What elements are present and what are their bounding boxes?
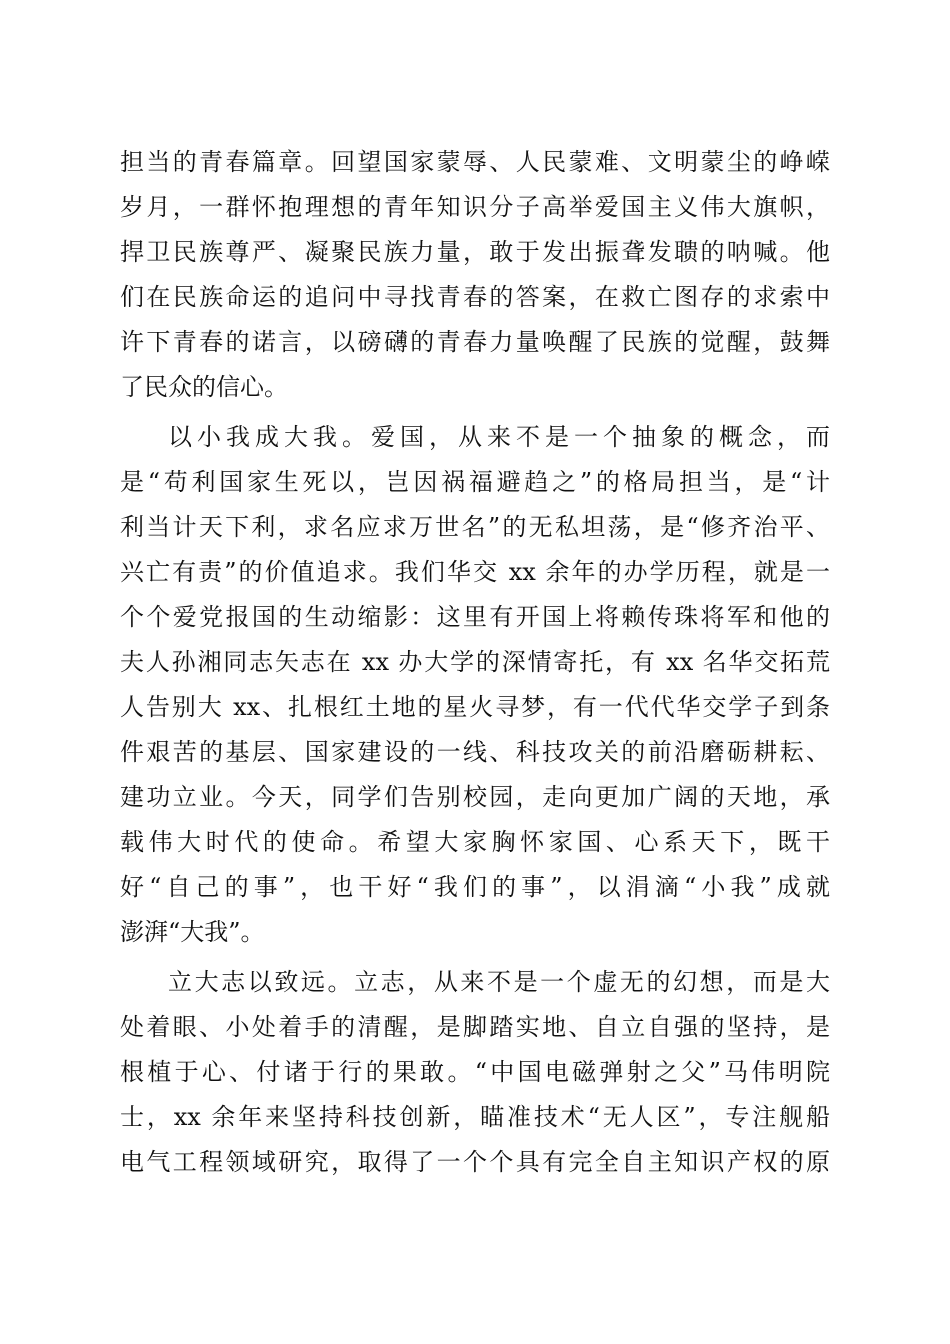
text-line: 人告别大 xx、扎根红土地的星火寻梦，有一代代华交学子到条 <box>120 693 830 721</box>
text-line: 兴亡有责”的价值追求。我们华交 xx 余年的办学历程，就是一 <box>120 558 830 586</box>
text-line: 许下青春的诺言，以磅礴的青春力量唤醒了民族的觉醒，鼓舞 <box>120 328 830 356</box>
text-line: 根植于心、付诸于行的果敢。“中国电磁弹射之父”马伟明院 <box>120 1058 830 1086</box>
text-line: 件艰苦的基层、国家建设的一线、科技攻关的前沿磨砺耕耘、 <box>120 738 830 766</box>
text-line: 立大志以致远。立志，从来不是一个虚无的幻想，而是大 <box>168 968 830 996</box>
text-line: 是“苟利国家生死以，岂因祸福避趋之”的格局担当，是“计 <box>120 468 830 496</box>
text-line: 了民众的信心。 <box>120 373 288 401</box>
text-line: 夫人孙湘同志矢志在 xx 办大学的深情寄托，有 xx 名华交拓荒 <box>120 648 830 676</box>
text-line: 电气工程领域研究，取得了一个个具有完全自主知识产权的原 <box>120 1148 830 1176</box>
text-line: 岁月，一群怀抱理想的青年知识分子高举爱国主义伟大旗帜， <box>120 193 830 221</box>
text-line: 个个爱党报国的生动缩影：这里有开国上将赖传珠将军和他的 <box>120 603 830 631</box>
text-line: 建功立业。今天，同学们告别校园，走向更加广阔的天地，承 <box>120 783 830 811</box>
text-line: 以小我成大我。爱国，从来不是一个抽象的概念，而 <box>168 423 830 451</box>
text-line: 好“自己的事”，也干好“我们的事”，以涓滴“小我”成就 <box>120 873 830 901</box>
text-line: 担当的青春篇章。回望国家蒙辱、人民蒙难、文明蒙尘的峥嵘 <box>120 148 830 176</box>
text-line: 澎湃“大我”。 <box>120 918 265 946</box>
text-line: 处着眼、小处着手的清醒，是脚踏实地、自立自强的坚持，是 <box>120 1013 830 1041</box>
text-line: 捍卫民族尊严、凝聚民族力量，敢于发出振聋发聩的呐喊。他 <box>120 238 830 266</box>
text-line: 士，xx 余年来坚持科技创新，瞄准技术“无人区”，专注舰船 <box>120 1103 830 1131</box>
text-line: 利当计天下利，求名应求万世名”的无私坦荡，是“修齐治平、 <box>120 513 830 541</box>
text-line: 们在民族命运的追问中寻找青春的答案，在救亡图存的求索中 <box>120 283 830 311</box>
text-line: 载伟大时代的使命。希望大家胸怀家国、心系天下，既干 <box>120 828 830 856</box>
